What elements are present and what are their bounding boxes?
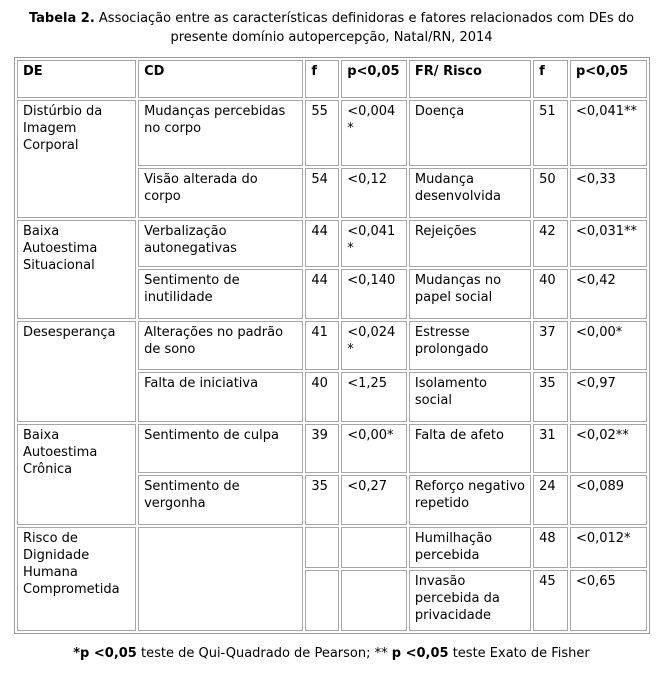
p-fr-cell: <0,00* bbox=[570, 321, 647, 370]
de-cell: Risco de Dignidade Humana Comprometida bbox=[17, 527, 136, 631]
cd-cell: Visão alterada do corpo bbox=[138, 168, 303, 218]
fr-cell: Mudança desenvolvida bbox=[409, 168, 531, 218]
f-cd-cell: 35 bbox=[305, 475, 339, 525]
f-cd-cell: 39 bbox=[305, 424, 339, 473]
col-header-cd: CD bbox=[138, 60, 303, 98]
table-row bbox=[17, 527, 647, 568]
f-fr-cell: 45 bbox=[533, 570, 568, 631]
table-caption-text: Associação entre as características definidoras e fatores relacionados com DEs do presente domínio autopercepção, Natal/RN, 2014 bbox=[94, 11, 635, 45]
table-caption-label: Tabela 2. bbox=[28, 11, 95, 26]
f-cd-cell: 54 bbox=[305, 168, 339, 218]
f-fr-cell: 37 bbox=[533, 321, 568, 370]
f-cd-cell: 41 bbox=[305, 321, 339, 370]
cd-cell: Sentimento de culpa bbox=[138, 424, 303, 473]
p-cd-cell: <0,024* bbox=[341, 321, 407, 370]
de-cell: Baixa Autoestima Crônica bbox=[17, 424, 136, 525]
f-cd-cell: 44 bbox=[305, 220, 339, 267]
f-fr-cell: 40 bbox=[533, 269, 568, 319]
cd-cell: Sentimento de vergonha bbox=[138, 475, 303, 525]
p-cd-cell bbox=[341, 570, 407, 631]
cd-cell: Alterações no padrão de sono bbox=[138, 321, 303, 370]
f-fr-cell: 48 bbox=[533, 527, 568, 568]
col-header-f-cd: f bbox=[305, 60, 339, 98]
fr-cell: Humilhação percebida bbox=[409, 527, 531, 568]
f-fr-cell: 50 bbox=[533, 168, 568, 218]
col-header-f-fr: f bbox=[533, 60, 568, 98]
fr-cell: Mudanças no papel social bbox=[409, 269, 531, 319]
p-cd-cell: <0,12 bbox=[341, 168, 407, 218]
fr-cell: Reforço negativo repetido bbox=[409, 475, 531, 525]
de-cell: Distúrbio da Imagem Corporal bbox=[17, 100, 136, 218]
col-header-de: DE bbox=[17, 60, 136, 98]
p-fr-cell: <0,42 bbox=[570, 269, 647, 319]
col-header-p-fr: p<0,05 bbox=[570, 60, 647, 98]
p-fr-cell: <0,65 bbox=[570, 570, 647, 631]
footnote-sig2: p <0,05 bbox=[391, 646, 449, 661]
table-row bbox=[17, 321, 647, 370]
f-fr-cell: 51 bbox=[533, 100, 568, 166]
statistics-table bbox=[14, 57, 650, 634]
p-cd-cell: <0,140 bbox=[341, 269, 407, 319]
p-cd-cell: <0,27 bbox=[341, 475, 407, 525]
p-fr-cell: <0,031** bbox=[570, 220, 647, 267]
p-cd-cell: <0,041* bbox=[341, 220, 407, 267]
col-header-p-cd: p<0,05 bbox=[341, 60, 407, 98]
table-row bbox=[17, 424, 647, 473]
f-fr-cell: 31 bbox=[533, 424, 568, 473]
f-cd-cell: 55 bbox=[305, 100, 339, 166]
p-fr-cell: <0,97 bbox=[570, 372, 647, 422]
cd-cell bbox=[138, 527, 303, 631]
fr-cell: Rejeições bbox=[409, 220, 531, 267]
p-fr-cell: <0,089 bbox=[570, 475, 647, 525]
f-cd-cell: 44 bbox=[305, 269, 339, 319]
f-fr-cell: 35 bbox=[533, 372, 568, 422]
table-row bbox=[17, 220, 647, 267]
footnote-text1: teste de Qui-Quadrado de Pearson; ** bbox=[136, 646, 392, 661]
footnote-text2: teste Exato de Fisher bbox=[448, 646, 590, 661]
p-fr-cell: <0,02** bbox=[570, 424, 647, 473]
p-cd-cell bbox=[341, 527, 407, 568]
fr-cell: Falta de afeto bbox=[409, 424, 531, 473]
p-cd-cell: <1,25 bbox=[341, 372, 407, 422]
p-cd-cell: <0,004* bbox=[341, 100, 407, 166]
footnote-sig1: *p <0,05 bbox=[73, 646, 137, 661]
cd-cell: Sentimento de inutilidade bbox=[138, 269, 303, 319]
fr-cell: Doença bbox=[409, 100, 531, 166]
cd-cell: Verbalização autonegativas bbox=[138, 220, 303, 267]
f-fr-cell: 42 bbox=[533, 220, 568, 267]
table-caption bbox=[27, 9, 637, 47]
p-fr-cell: <0,33 bbox=[570, 168, 647, 218]
col-header-fr: FR/ Risco bbox=[409, 60, 531, 98]
f-cd-cell bbox=[305, 570, 339, 631]
fr-cell: Estresse prolongado bbox=[409, 321, 531, 370]
de-cell: Baixa Autoestima Situacional bbox=[17, 220, 136, 319]
cd-cell: Falta de iniciativa bbox=[138, 372, 303, 422]
fr-cell: Isolamento social bbox=[409, 372, 531, 422]
cd-cell: Mudanças percebidas no corpo bbox=[138, 100, 303, 166]
p-fr-cell: <0,041** bbox=[570, 100, 647, 166]
f-fr-cell: 24 bbox=[533, 475, 568, 525]
table-footnote bbox=[0, 645, 663, 662]
header-row bbox=[17, 60, 647, 98]
fr-cell: Invasão percebida da privacidade bbox=[409, 570, 531, 631]
p-fr-cell: <0,012* bbox=[570, 527, 647, 568]
f-cd-cell: 40 bbox=[305, 372, 339, 422]
table-row bbox=[17, 100, 647, 166]
p-cd-cell: <0,00* bbox=[341, 424, 407, 473]
de-cell: Desesperança bbox=[17, 321, 136, 422]
f-cd-cell bbox=[305, 527, 339, 568]
